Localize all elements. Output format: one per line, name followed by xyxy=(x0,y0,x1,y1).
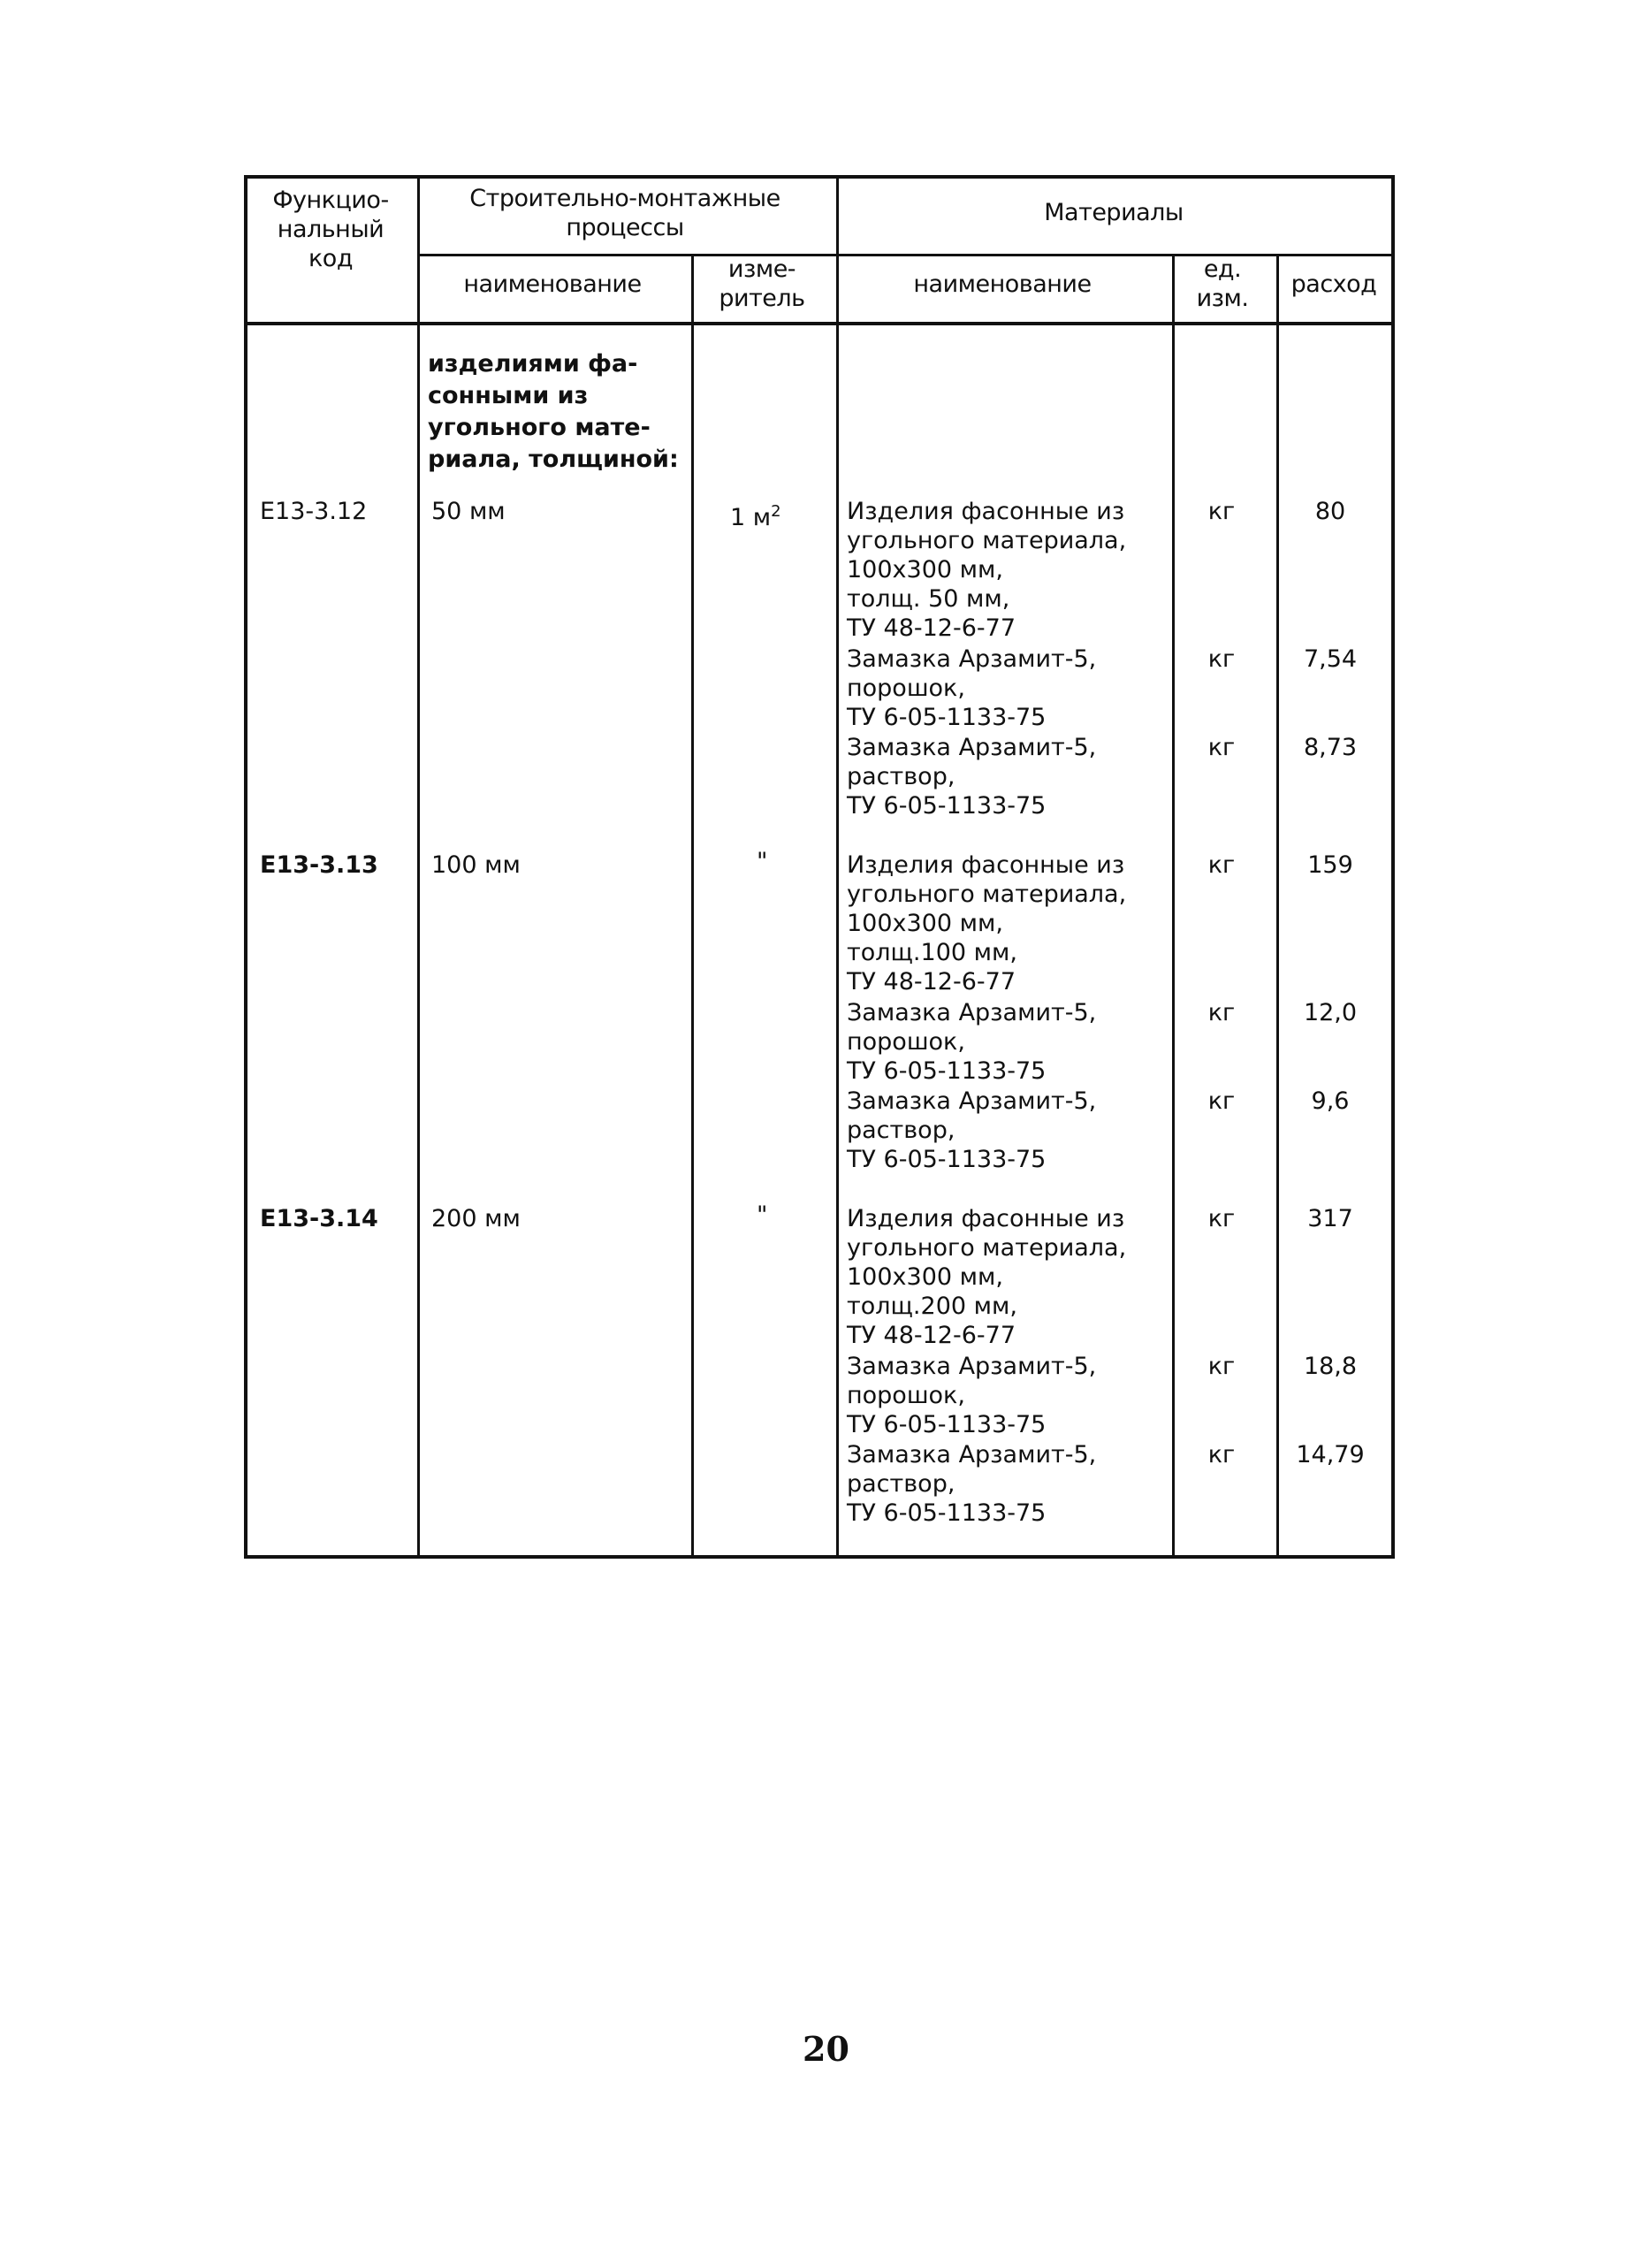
material-qty: 8,73 xyxy=(1303,734,1358,761)
row-code: Е13-3.12 xyxy=(260,498,368,525)
col-divider-measure xyxy=(691,254,694,1555)
row-measure: 1 $м^2$ xyxy=(730,502,781,531)
material-name: Замазка Арзамит-5, порошок, ТУ 6-05-1133-75 xyxy=(847,645,1097,731)
material-name: Изделия фасонные из угольного материала, 100х300 мм, толщ.100 мм, ТУ 48-12-6-77 xyxy=(847,851,1127,995)
material-name: Замазка Арзамит-5, раствор, ТУ 6-05-1133-75 xyxy=(847,1087,1097,1173)
material-name: Замазка Арзамит-5, раствор, ТУ 6-05-1133-75 xyxy=(847,734,1097,820)
material-unit: кг xyxy=(1207,1353,1236,1380)
material-name: Замазка Арзамит-5, порошок, ТУ 6-05-1133-75 xyxy=(847,999,1097,1085)
material-unit: кг xyxy=(1207,851,1236,879)
header-materials: Материалы xyxy=(1044,199,1184,226)
header-mat-qty: расход xyxy=(1290,271,1377,298)
row-name: 200 мм xyxy=(431,1205,521,1232)
material-unit: кг xyxy=(1207,1087,1236,1115)
row-measure: " xyxy=(757,848,768,875)
material-qty: 7,54 xyxy=(1303,645,1358,673)
material-unit: кг xyxy=(1207,1205,1236,1232)
row-name: 50 мм xyxy=(431,498,506,525)
material-qty: 14,79 xyxy=(1296,1441,1365,1468)
header-mat-name: наименование xyxy=(913,271,1092,298)
row-measure: " xyxy=(757,1201,768,1229)
header-bottom-line xyxy=(247,322,1391,325)
material-name: Изделия фасонные из угольного материала, 100х300 мм, толщ. 50 мм, ТУ 48-12-6-77 xyxy=(847,498,1127,642)
col-divider-materials xyxy=(836,179,839,1555)
material-qty: 317 xyxy=(1307,1205,1353,1232)
row-code: Е13-3.14 xyxy=(260,1205,378,1232)
material-qty: 9,6 xyxy=(1311,1087,1350,1115)
material-qty: 12,0 xyxy=(1303,999,1358,1026)
col-divider-code xyxy=(417,179,420,1555)
material-qty: 18,8 xyxy=(1303,1353,1358,1380)
header-proc-measure: изме- ритель xyxy=(719,256,805,312)
row-code: Е13-3.13 xyxy=(260,851,378,879)
material-unit: кг xyxy=(1207,1441,1236,1468)
material-name: Замазка Арзамит-5, порошок, ТУ 6-05-1133-75 xyxy=(847,1353,1097,1438)
header-code: Функцио- нальный код xyxy=(272,187,389,272)
row-name: 100 мм xyxy=(431,851,521,879)
header-proc-name: наименование xyxy=(463,271,642,298)
material-unit: кг xyxy=(1207,999,1236,1026)
section-intro: изделиями фа- сонными из угольного мате- риала, толщиной: xyxy=(428,350,679,473)
material-name: Изделия фасонные из угольного материала, 100х300 мм, толщ.200 мм, ТУ 48-12-6-77 xyxy=(847,1205,1127,1349)
header-processes: Строительно-монтажные процессы xyxy=(469,185,780,241)
material-unit: кг xyxy=(1207,645,1236,673)
material-qty: 159 xyxy=(1307,851,1353,879)
material-unit: кг xyxy=(1207,498,1236,525)
header-mat-unit: ед. изм. xyxy=(1196,256,1249,312)
page-number: 20 xyxy=(803,2029,849,2069)
material-qty: 80 xyxy=(1314,498,1346,525)
material-unit: кг xyxy=(1207,734,1236,761)
material-name: Замазка Арзамит-5, раствор, ТУ 6-05-1133-75 xyxy=(847,1441,1097,1527)
